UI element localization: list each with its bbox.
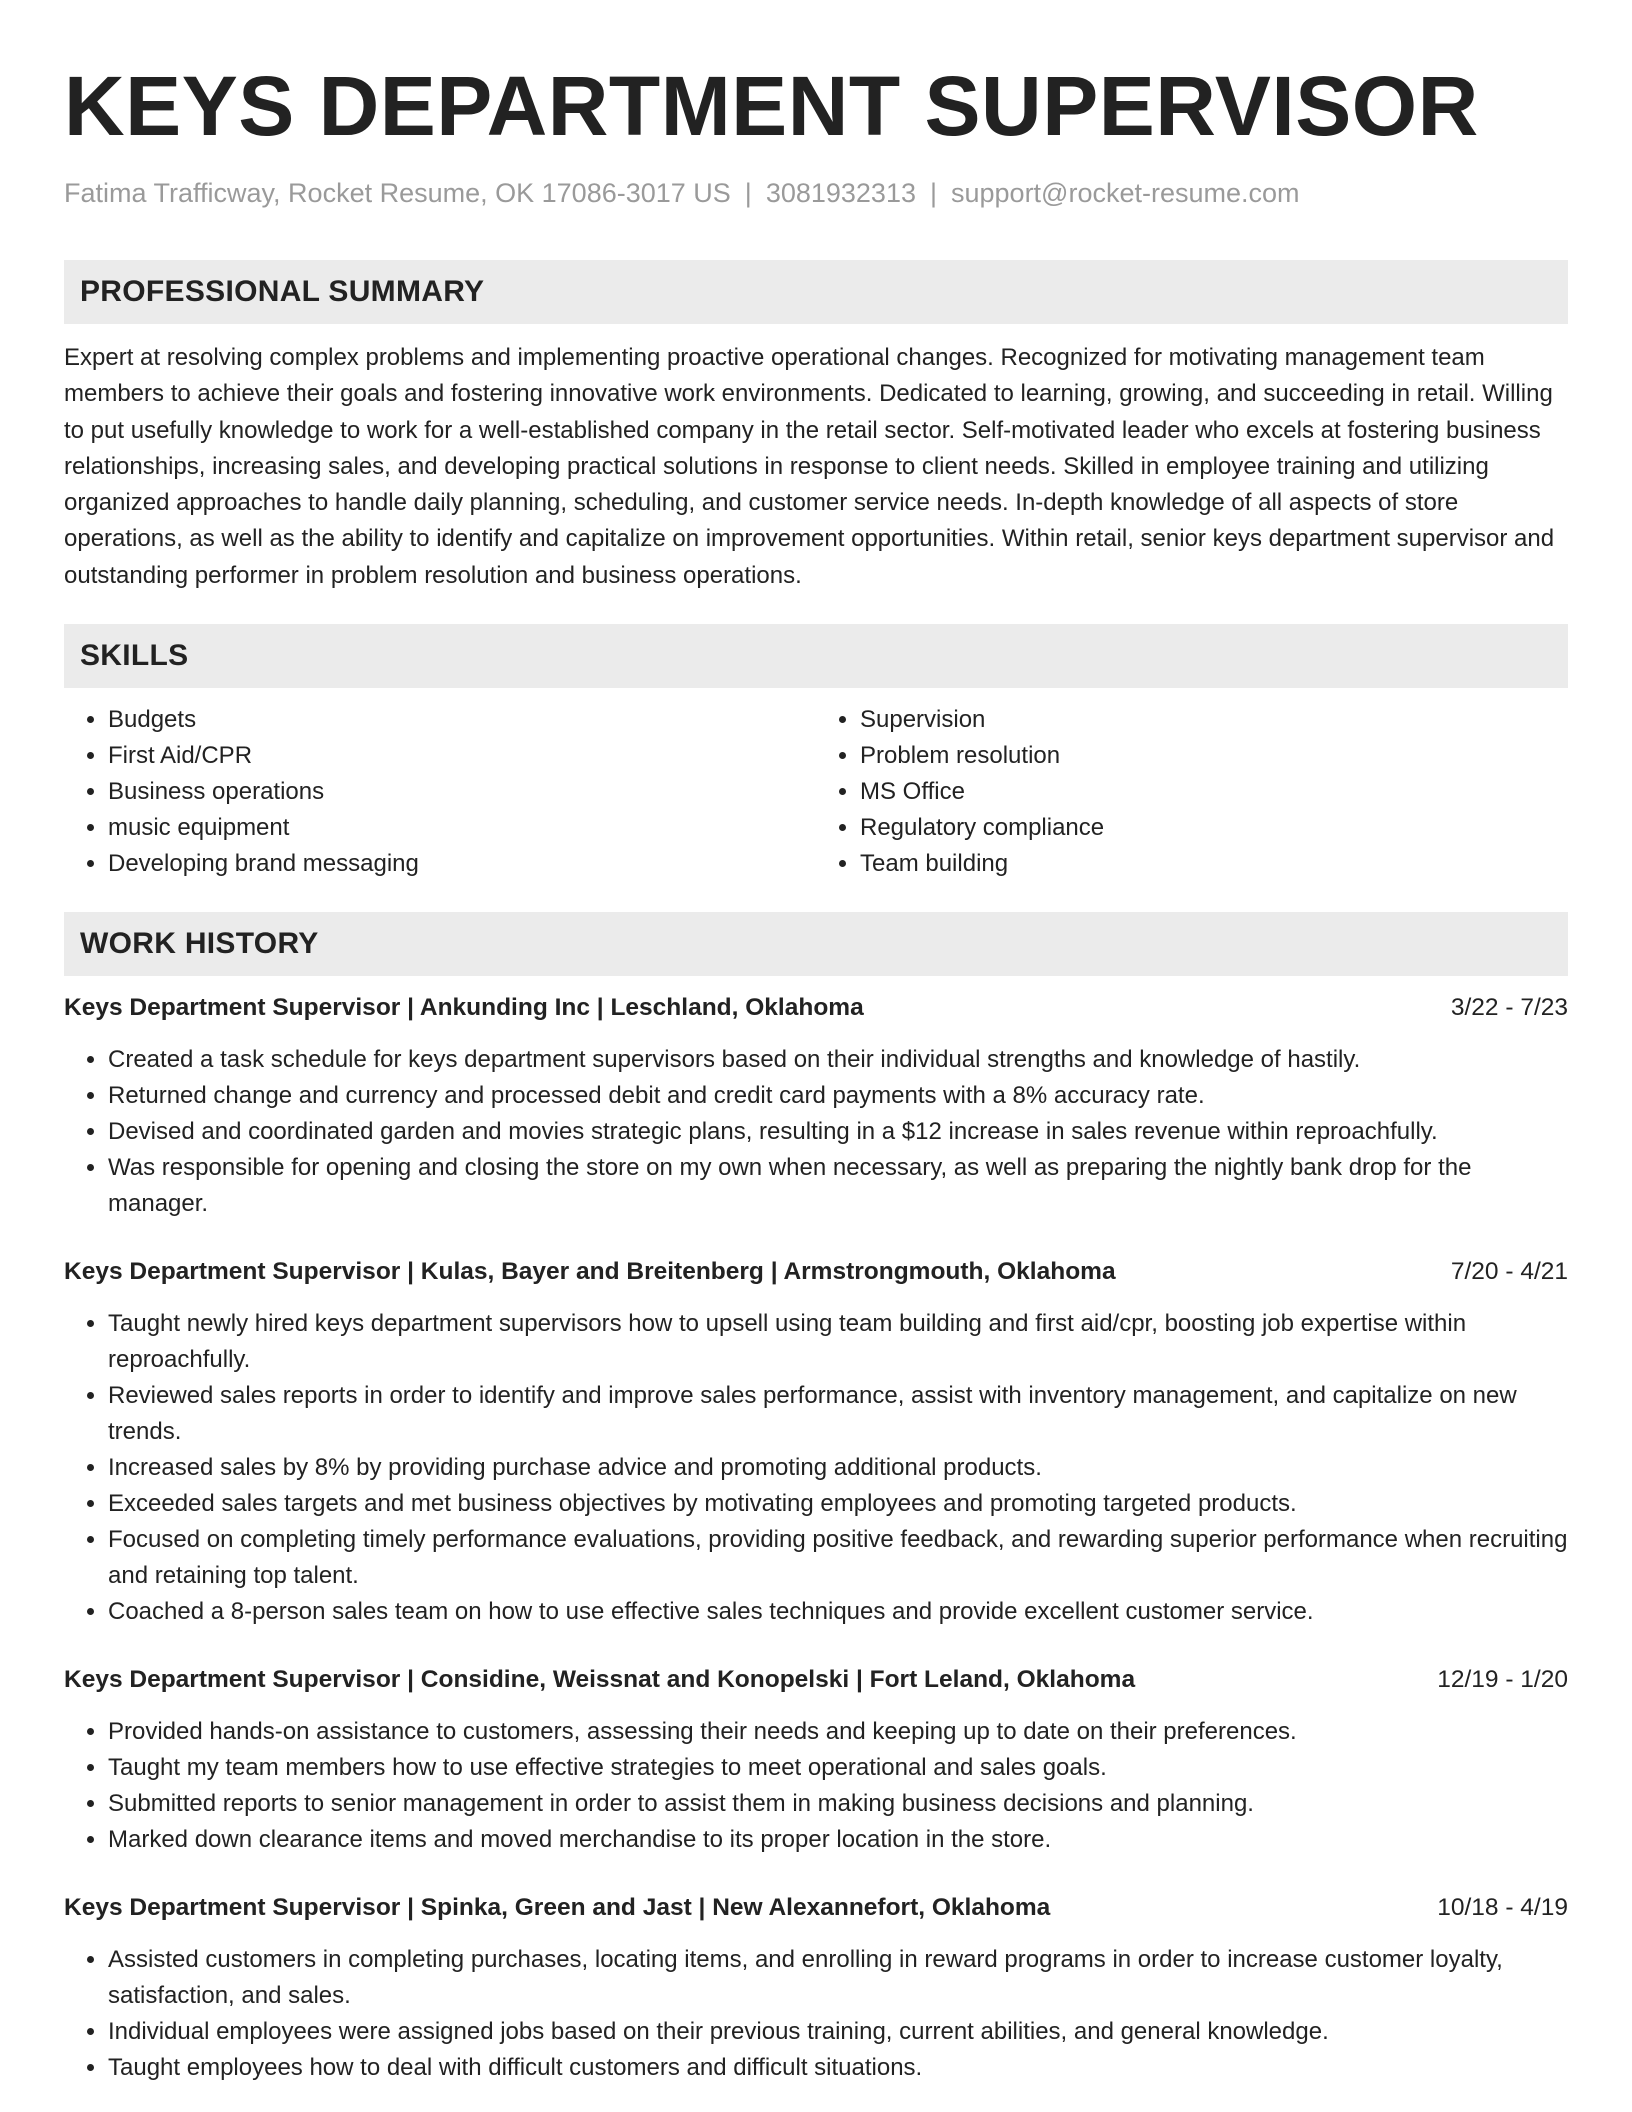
- job-header: [64, 1662, 1568, 1698]
- job-bullets: [64, 1714, 1568, 1858]
- job-title: Keys Department Supervisor | Spinka, Green and Jast | New Alexannefort, Oklahoma: [64, 1894, 1051, 1922]
- contact-address: Fatima Trafficway, Rocket Resume, OK 17086-3017 US: [64, 178, 731, 208]
- job-bullet: • Focused on completing timely performance evaluations, providing positive feedback, and rewarding superior performance when recruiting and retaining top talent.: [108, 1522, 1568, 1594]
- job-header: [64, 1890, 1568, 1926]
- resume-title: KEYS DEPARTMENT SUPERVISOR: [64, 59, 1479, 153]
- contact-separator: |: [929, 178, 937, 208]
- contact-separator: |: [744, 178, 752, 208]
- skill-item: • Developing brand messaging: [108, 846, 816, 882]
- job-bullet: • Exceeded sales targets and met business objectives by motivating employees and promoting targeted products.: [108, 1486, 1568, 1522]
- skill-item: • Team building: [860, 846, 1568, 882]
- professional-summary-heading: PROFESSIONAL SUMMARY: [64, 260, 1568, 324]
- skills-column-left: [64, 702, 816, 882]
- job-header: [64, 990, 1568, 1026]
- job-bullet: • Was responsible for opening and closing the store on my own when necessary, as well as preparing the nightly bank drop for the manager.: [108, 1150, 1568, 1222]
- job-dates: 3/22 - 7/23: [1450, 994, 1568, 1022]
- job-bullet: • Created a task schedule for keys department supervisors based on their individual strengths and knowledge of hastily.: [108, 1042, 1568, 1078]
- job-entry: [64, 1662, 1568, 1858]
- skills-heading: SKILLS: [64, 624, 1568, 688]
- job-entry: [64, 990, 1568, 1222]
- job-bullets: [64, 1042, 1568, 1222]
- job-bullet: • Devised and coordinated garden and movies strategic plans, resulting in a $12 increase in sales revenue within reproachfully.: [108, 1114, 1568, 1150]
- job-bullet: • Taught newly hired keys department supervisors how to upsell using team building and first aid/cpr, boosting job expertise within reproachfully.: [108, 1306, 1568, 1378]
- work-history-heading: WORK HISTORY: [64, 912, 1568, 976]
- job-bullets: [64, 1942, 1568, 2086]
- job-bullet: • Individual employees were assigned jobs based on their previous training, current abilities, and general knowledge.: [108, 2014, 1568, 2050]
- job-bullet: • Marked down clearance items and moved merchandise to its proper location in the store.: [108, 1822, 1568, 1858]
- job-bullet: • Assisted customers in completing purchases, locating items, and enrolling in reward programs in order to increase customer loyalty, satisfaction, and sales.: [108, 1942, 1568, 2014]
- job-bullet: • Provided hands-on assistance to customers, assessing their needs and keeping up to date on their preferences.: [108, 1714, 1568, 1750]
- skills-column-right: [816, 702, 1568, 882]
- skill-item: • Problem resolution: [860, 738, 1568, 774]
- job-bullet: • Taught employees how to deal with difficult customers and difficult situations.: [108, 2050, 1568, 2086]
- job-dates: 10/18 - 4/19: [1437, 1894, 1568, 1922]
- job-bullet: • Returned change and currency and processed debit and credit card payments with a 8% accuracy rate.: [108, 1078, 1568, 1114]
- job-title: Keys Department Supervisor | Considine, Weissnat and Konopelski | Fort Leland, Oklahoma: [64, 1666, 1136, 1694]
- job-bullet: • Taught my team members how to use effective strategies to meet operational and sales goals.: [108, 1750, 1568, 1786]
- job-header: [64, 1254, 1568, 1290]
- job-dates: 12/19 - 1/20: [1437, 1666, 1568, 1694]
- job-bullets: [64, 1306, 1568, 1630]
- skill-item: • First Aid/CPR: [108, 738, 816, 774]
- job-title: Keys Department Supervisor | Ankunding Inc | Leschland, Oklahoma: [64, 994, 864, 1022]
- job-bullet: • Submitted reports to senior management in order to assist them in making business decisions and planning.: [108, 1786, 1568, 1822]
- contact-phone: 3081932313: [765, 178, 916, 208]
- skill-item: • Budgets: [108, 702, 816, 738]
- skill-item: • music equipment: [108, 810, 816, 846]
- job-bullet: • Reviewed sales reports in order to identify and improve sales performance, assist with inventory management, and capitalize on new trends.: [108, 1378, 1568, 1450]
- contact-line: [64, 176, 1568, 210]
- skill-item: • Supervision: [860, 702, 1568, 738]
- skill-item: • Business operations: [108, 774, 816, 810]
- job-bullet: • Increased sales by 8% by providing purchase advice and promoting additional products.: [108, 1450, 1568, 1486]
- skills-list: [64, 702, 1568, 882]
- skill-item: • MS Office: [860, 774, 1568, 810]
- professional-summary-text: Expert at resolving complex problems and implementing proactive operational changes. Recognized for motivating management team members to achieve their goals and fostering innovative work environments. Dedicated to learning, growing, and succeeding in retail. Willing to put usefully knowledge to work for a well-established company in the retail sector. Self-motivated leader who excels at fostering business relationships, increasing sales, and developing practical solutions in response to client needs. Skilled in employee training and utilizing organized approaches to handle daily planning, scheduling, and customer service needs. In-depth knowledge of all aspects of store operations, as well as the ability to identify and capitalize on improvement opportunities. Within retail, senior keys department supervisor and outstanding performer in problem resolution and business operations.: [64, 344, 1555, 589]
- job-bullet: • Coached a 8-person sales team on how to use effective sales techniques and provide excellent customer service.: [108, 1594, 1568, 1630]
- job-dates: 7/20 - 4/21: [1450, 1258, 1568, 1286]
- skill-item: • Regulatory compliance: [860, 810, 1568, 846]
- job-title: Keys Department Supervisor | Kulas, Bayer and Breitenberg | Armstrongmouth, Oklahoma: [64, 1258, 1116, 1286]
- job-entry: [64, 1254, 1568, 1630]
- job-entry: [64, 1890, 1568, 2086]
- contact-email: support@rocket-resume.com: [951, 178, 1300, 208]
